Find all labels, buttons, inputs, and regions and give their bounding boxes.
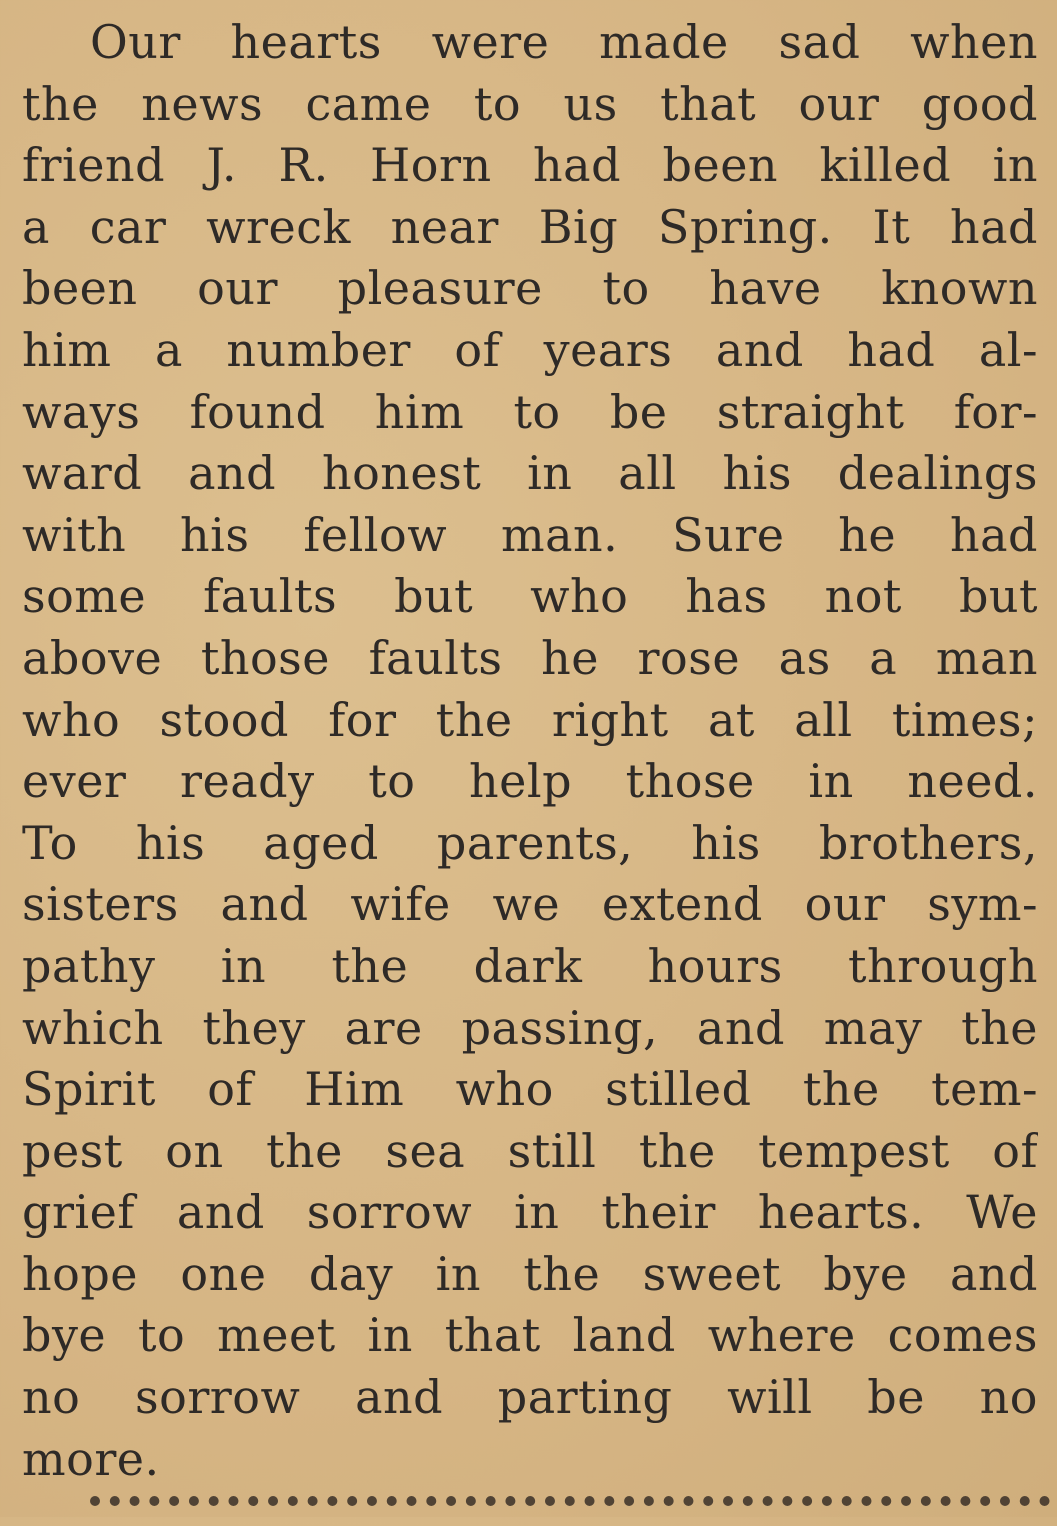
article-line: To his aged parents, his brothers, (22, 815, 1038, 870)
article-line: sisters and wife we extend our sym- (22, 877, 1038, 932)
article-line: ever ready to help those in need. (22, 754, 1038, 809)
article-line: pathy in the dark hours through (22, 938, 1038, 993)
article-line: been our pleasure to have known (22, 261, 1038, 316)
article-line: who stood for the right at all times; (22, 692, 1038, 747)
article-line: the news came to us that our good (22, 76, 1038, 131)
article-body (22, 12, 1038, 1490)
article-line: with his fellow man. Sure he had (22, 507, 1038, 562)
article-line: above those faults he rose as a man (22, 630, 1038, 685)
article-line: friend J. R. Horn had been killed in (22, 138, 1038, 193)
article-line: ways found him to be straight for- (22, 384, 1038, 439)
article-line: Our hearts were made sad when (90, 15, 1038, 69)
article-line: a car wreck near Big Spring. It had (22, 199, 1038, 254)
article-line: hope one day in the sweet bye and (22, 1246, 1038, 1301)
article-line: Spirit of Him who stilled the tem- (22, 1062, 1038, 1117)
article-line: some faults but who has not but (22, 569, 1038, 624)
article-line: grief and sorrow in their hearts. We (22, 1185, 1038, 1240)
article-line: pest on the sea still the tempest of (22, 1123, 1038, 1178)
article-line: which they are passing, and may the (22, 1000, 1038, 1055)
article-line: no sorrow and parting will be no (22, 1370, 1038, 1425)
article-line: him a number of years and had al- (22, 322, 1038, 377)
cut-off-text-bottom (90, 1496, 1050, 1526)
article-line: bye to meet in that land where comes (22, 1308, 1038, 1363)
article-line: more. (22, 1431, 160, 1486)
article-line: ward and honest in all his dealings (22, 446, 1038, 501)
cut-off-text-top (0, 0, 1057, 4)
